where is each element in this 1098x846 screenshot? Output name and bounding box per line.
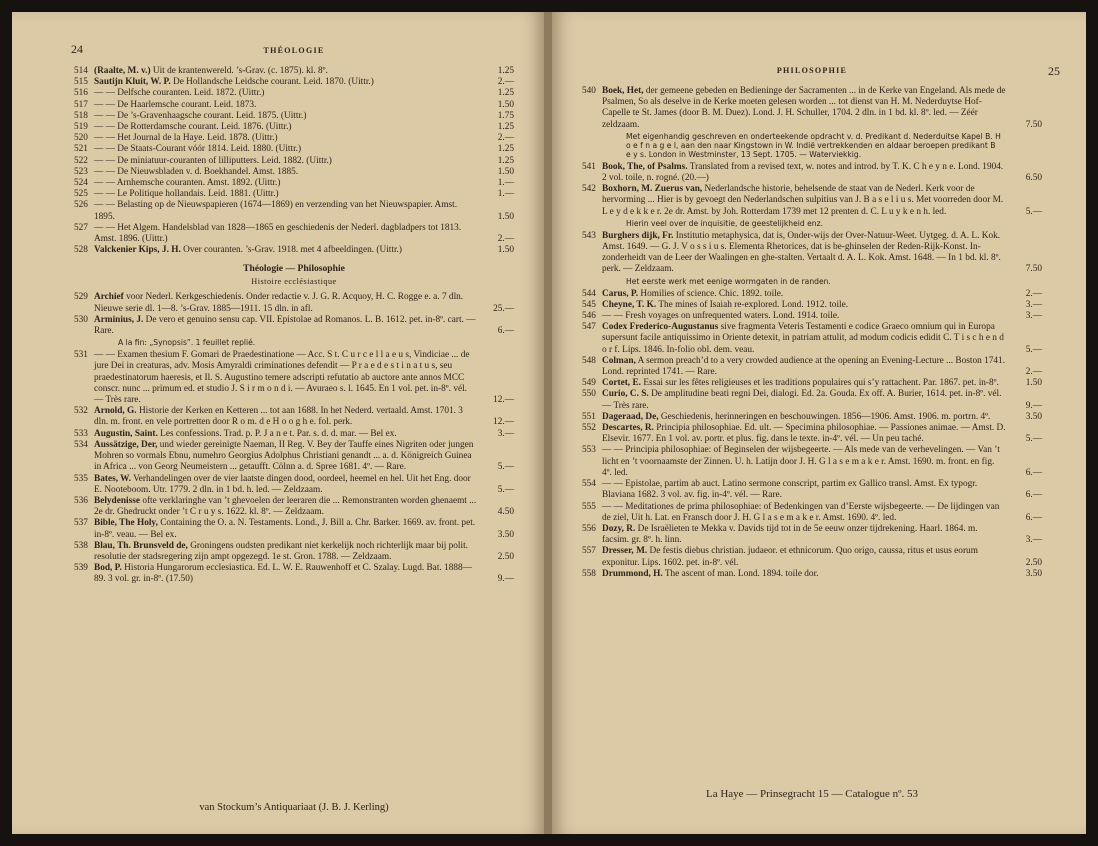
entry-description: De festis diebus christian. judaeor. et ethnicorum. Quo origo, caussa, ritus et usus eorum exponitur. Lips. 1602. pet. in-8º. vél.: [602, 546, 978, 568]
entry-description: De amplitudine beati regni Dei, dialogi. Ed. 2a. Gouda. Ex off. A. Burier, 1614. pet. in-8º. vél. — Très rare.: [602, 389, 1002, 411]
catalogue-entry: [582, 502, 1042, 524]
entry-price: 1.75: [497, 110, 514, 121]
entry-description: Verhandelingen over de vier laatste dingen dood, oordeel, heemel en hel. Uit het Eng. door E. Nooteboom. Utr. 1779. 2 dln. in 1 bd. h. led. — Zeldzaam.: [94, 473, 471, 495]
catalogue-entry: [74, 122, 514, 133]
entry-price: 5.—: [497, 484, 514, 495]
entry-description: The ascent of man. Lond. 1894. toile dor.: [664, 568, 819, 579]
entry-price: 6.—: [1025, 490, 1042, 501]
entry-description: ofte verklaringhe van ’t ghevoelen der leeraren die ... Remonstranten worden ghenaemt ... 2e dr. Ghedruckt onder ’t C r u y s. 1622. kl. 8º. — Zeldzaam.: [94, 495, 477, 518]
entry-author: Dresser, M.: [602, 546, 648, 557]
entry-author: Boek, Het,: [602, 86, 644, 96]
catalogue-entry: [582, 86, 1042, 131]
book-gutter: [544, 12, 552, 834]
entry-number: 547: [582, 322, 596, 333]
entry-number: 524: [74, 178, 88, 189]
catalogue-entry: [582, 546, 1042, 568]
entry-price: 5.—: [1025, 344, 1042, 355]
entry-price: 9.—: [497, 574, 514, 585]
entry-price: 6.—: [497, 326, 514, 337]
entry-author: Arnold, G.: [94, 406, 137, 417]
entry-description: — — De ’s-Gravenhaagsche courant. Leid. 1875. (Uittr.): [94, 110, 307, 121]
left-page-number: 24: [71, 42, 83, 56]
catalogue-entry: [582, 162, 1042, 184]
section-title: Théologie — Philosophie: [243, 263, 345, 275]
right-page-footer: La Haye — Prinsegracht 15 — Catalogue nº. 53: [705, 788, 919, 800]
left-page-header: [71, 42, 514, 62]
catalogue-entry: [74, 178, 514, 189]
entry-note: Het eerste werk met eenige wormgaten in de randen.: [626, 276, 831, 286]
entry-number: 543: [582, 230, 596, 241]
entry-author: Drummond, H.: [602, 568, 663, 579]
entry-note: Hierin veel over de inquisitie, de geestelijkheid enz.: [626, 218, 823, 228]
entry-author: Archief: [94, 292, 124, 303]
left-page: [12, 12, 544, 834]
catalogue-entry: [74, 563, 514, 585]
entry-price: 6.—: [1025, 512, 1042, 523]
entry-price: 3.50: [497, 529, 514, 540]
entry-number: 535: [74, 473, 88, 484]
entry-price: 1.25: [497, 144, 514, 155]
entry-price: 1.—: [497, 178, 514, 189]
entry-price: 3.50: [1025, 568, 1042, 579]
catalogue-entry: [74, 167, 514, 178]
entry-number: 544: [582, 288, 596, 299]
entry-price: 1.50: [497, 245, 514, 256]
entry-description: Institutio metaphysica, dat is, Onder-wijs der Over-Natuur-Weet. Uytgeg. d. A. L. Kok. Amst. 1649. — G. J. V o s s i u s. Elementa Rhetorices, dat is be-ghinselen der Reden-Rijk-Konst. In-zonderheidt van de Leer der Waalingen en ghe-stalten. Vertaalt d. A. L. Kok. Amst. 1648. — In 1 bd. kl. 8º. perk. — Zeldzaam.: [602, 230, 1001, 275]
entry-author: Codex Frederico-Augustanus: [602, 322, 719, 333]
catalogue-entry: [74, 496, 514, 518]
entry-number: 517: [74, 99, 88, 110]
catalogue-entry: [582, 184, 1042, 218]
catalogue-entry: [74, 200, 514, 222]
catalogue-entry: [582, 445, 1042, 479]
catalogue-entry: [74, 429, 514, 440]
catalogue-entry: [582, 289, 1042, 300]
entry-number: 550: [582, 389, 596, 400]
catalogue-entry: [74, 474, 514, 496]
entry-number: 522: [74, 155, 88, 166]
entry-description: — — Examen thesium F. Gomari de Praedestinatione — Acc. S t. C u r c e l l a e u s, Vindiciae ... de jure Dei in creaturas, adv. Mosis Amyraldi criminationes defendit — P r a e d e s t i n a t u s, seu praedestinatorum haeresis, et Il. S. Augustino temere adscripti refutatio ab auctore ante annos MCC conscr. nunc ... primum ed. et studio J. S i r m o n d i. — Avuraeo s. l. 1645. En 1 vol. pet. in-8º. vél. — Très rare.: [94, 350, 470, 406]
entry-author: Bible, The Holy,: [94, 518, 158, 529]
entry-number: 525: [74, 189, 88, 200]
entry-description: — — De Staats-Courant vóór 1814. Leid. 1880. (Uittr.): [94, 144, 302, 155]
entry-price: 1.25: [497, 88, 514, 99]
entry-author: Descartes, R.: [602, 423, 654, 434]
entry-price: 3.50: [1025, 411, 1042, 422]
entry-author: Valckenier Kips, J. H.: [94, 245, 181, 256]
entry-number: 552: [582, 423, 596, 434]
catalogue-entry: [582, 231, 1042, 276]
entry-number: 519: [74, 122, 88, 133]
entry-price: 3.—: [1025, 311, 1042, 322]
entry-author: Arminius, J.: [94, 314, 144, 325]
entry-number: 523: [74, 166, 88, 177]
entry-number: 538: [74, 540, 88, 551]
entry-number: 514: [74, 66, 88, 76]
entry-description: — — Het Algem. Handelsblad van 1828—1865 en geschiedenis der Nederl. dagbladpers tot 1813. Amst. 1896. (Uittr.): [94, 222, 462, 245]
catalogue-entry: [74, 440, 514, 474]
entry-price: 9.—: [1025, 400, 1042, 411]
entry-number: 529: [74, 292, 88, 303]
entry-price: 2.—: [1025, 288, 1042, 299]
entry-description: der gemeene gebeden en Bedieninge der Sacramenten ... in de Kerke van Engeland. Als mede de Psalmen, So als deselve in de Kerke moeten gelesen worden ... tot dienst van H. M. Nederduytse Hof-Capelle te St. James (door B. M. Duez). Lond. J. H. Schuller, 1704. 2 dln. in 1 bd. kl. 8º. led. — Zéér zeldzaam.: [602, 86, 1006, 130]
entry-author: Aussätzige, Der,: [94, 439, 158, 450]
entry-author: Curio, C. S.: [602, 389, 649, 400]
entry-number: 541: [582, 161, 596, 172]
catalogue-entry: [74, 541, 514, 563]
entry-description: Historie der Kerken en Ketteren ... tot aan 1688. In het Nederd. vertaald. Amst. 1701. 3 dln. m. front. en vele portretten door R o m. d e H o o g h e. fol. perk.: [94, 406, 463, 428]
entry-description: Geschiedenis, herinneringen en beschouwingen. 1856—1906. Amst. 1906. m. portrn. 4º.: [660, 411, 991, 422]
catalogue-entry: [74, 133, 514, 144]
entry-description: — — Epistolae, partim ab auct. Latino sermone conscript, partim ex Gallico transl. Amst. Ex typogr. Blaviana 1682. 3 vol. av. fig. in-4º. vél. — Rare.: [602, 479, 978, 501]
entry-number: 532: [74, 406, 88, 417]
entry-description: — — Arnhemsche couranten. Amst. 1892. (Uittr.): [94, 178, 281, 189]
right-entries-philosophy: [582, 86, 1042, 580]
catalogue-entry: [74, 245, 514, 256]
entry-description: Containing the O. a. N. Testaments. Lond., J. Bill a. Chr. Barker. 1669. av. front. pet. in-8º. veau. — Bel ex.: [94, 518, 476, 540]
entry-price: 2.50: [1025, 557, 1042, 568]
entry-number: 553: [582, 445, 596, 456]
catalogue-entry: [74, 223, 514, 245]
entry-description: — — De miniatuur-couranten of lilliputters. Leid. 1882. (Uittr.): [94, 155, 332, 166]
entry-number: 530: [74, 314, 88, 325]
entry-number: 540: [582, 86, 596, 96]
catalogue-spread: [12, 12, 1086, 834]
entry-price: 2.—: [1025, 367, 1042, 378]
entry-author: Colman,: [602, 355, 636, 366]
entry-price: 1.50: [497, 211, 514, 222]
catalogue-entry: [74, 111, 514, 122]
entry-number: 528: [74, 245, 88, 256]
entry-description: und wieder gereinigte Naeman, II Reg. V. Bey der Tauffe eines Nigriten oder jungen Mohren so vormals Ebnu, numehro Georgius Adolphus Christiani genandt ... a. d. Königreich Guinea in Africa ... von Georg Neumeistern ... getaufft. Cölnn a. d. Spree 1681. 4º. — Rare.: [94, 439, 474, 473]
entry-price: 6.50: [1025, 173, 1042, 184]
entry-note: A la fin: „Synopsis”. 1 feuillet replié.: [118, 338, 256, 348]
entry-price: 25.—: [493, 303, 514, 314]
entry-description: De vero et genuino sensu cap. VII. Epistolae ad Romanos. L. B. 1612. pet. in-8º. cart. — Rare.: [94, 314, 476, 337]
entry-number: 557: [582, 546, 596, 557]
entry-number: 520: [74, 133, 88, 144]
entry-price: 3.—: [497, 428, 514, 439]
right-page: [552, 12, 1086, 834]
entry-number: 531: [74, 350, 88, 361]
entry-author: Boxhorn, M. Zuerus van,: [602, 184, 703, 195]
entry-number: 551: [582, 411, 596, 422]
entry-description: sive fragmenta Veteris Testamenti e codice Graeco omnium qui in Europa supersunt facile antiquissimo in Oriente detexit, in patriam attulit, ad modum codicis edidit C. T i s c h e n d o r f. Lips. 1846. In-folio obl. dem. veau.: [602, 322, 1004, 355]
entry-author: Cortet, E.: [602, 378, 641, 389]
entry-price: 1.50: [497, 99, 514, 110]
entry-author: Cheyne, T. K.: [602, 299, 657, 310]
entry-number: 527: [74, 222, 88, 233]
catalogue-entry: [74, 350, 514, 406]
entry-description: — — Het Journal de la Haye. Leid. 1878. (Uittr.): [94, 133, 278, 144]
entry-price: 1.50: [1025, 378, 1042, 389]
catalogue-entry: [582, 300, 1042, 311]
entry-description: Homilies of science. Chic. 1892. toile.: [640, 288, 784, 299]
entry-description: — — Meditationes de prima philosophiae: of Bedenkingen van d’Eerste wijsbegeerte. — De lijdingen van de ziel, Uit h. Lat. en Fransch door J. H. G l a s e m a k e r. Amst. 1690. 4º. led.: [602, 501, 1000, 523]
entry-description: — — De Nieuwsbladen v. d. Boekhandel. Amst. 1885.: [94, 166, 299, 177]
entry-description: Essai sur les fêtes religieuses et les traditions populaires qui s’y rattachent. Par. 1867. pet. in-8º.: [643, 378, 999, 389]
catalogue-entry: [582, 412, 1042, 423]
entry-price: 12.—: [493, 417, 514, 428]
catalogue-entry: [74, 406, 514, 428]
entry-description: — — Belasting op de Nieuwspapieren (1674—1869) en verzending van het Nieuwspapier. Amst. 1895.: [94, 200, 458, 222]
catalogue-entry: [74, 315, 514, 337]
entry-author: Dozy, R.: [602, 523, 636, 534]
catalogue-entry: [582, 356, 1042, 378]
entry-price: 1.—: [497, 189, 514, 200]
entry-description: A sermon preach’d to a very crowded audience at the opening an Evening-Lecture ... Boston 1741. Lond. reprinted 1741. — Rare.: [602, 355, 1006, 378]
catalogue-entry: [74, 292, 514, 314]
entry-note: Met eigenhandig geschreven en onderteekende opdracht v. d. Predikant d. Nederduitse Kapel B. H o e f n a g e l, aan den naar Kingstown in W. Indië vertrekkenden en aldaar beroepen predikant B e y s. London in Westminster, 13 Sept. 1705. — Waterviekkig.: [626, 131, 1001, 159]
entry-price: 3.—: [1025, 535, 1042, 546]
entry-number: 539: [74, 563, 88, 574]
entry-description: Les confessions. Trad. p. P. J a n e t. Par. s. d. d. mar. — Bel ex.: [160, 428, 397, 439]
right-running-title: PHILOSOPHIE: [776, 66, 848, 75]
entry-author: Bod, P.: [94, 563, 122, 574]
entry-description: — — Principia philosophiae: of Beginselen der wijsbegeerte. — Als mede van de verhevelingen. — Van ’t licht en ’t voornaamste der Zinnen. U. h. Latijn door J. H. G l a s e m a k e r. Amst. 1690. m. front. en fig. 4º. led.: [602, 445, 1000, 478]
entry-author: (Raalte, M. v.): [94, 66, 151, 76]
entry-description: Translated from a revised text, w. notes and introd. by T. K. C h e y n e. Lond. 1904. 2 vol. toile, n. rogné. (20.—): [602, 161, 1004, 184]
catalogue-entry: [74, 189, 514, 200]
catalogue-entry: [74, 144, 514, 155]
left-running-title: THÉOLOGIE: [263, 46, 325, 55]
entry-price: 5.—: [1025, 206, 1042, 217]
entry-price: 1.25: [497, 122, 514, 133]
entry-author: Burghers dijk, Fr.: [602, 230, 674, 241]
entry-number: 556: [582, 523, 596, 534]
entry-number: 516: [74, 88, 88, 99]
entry-author: Bates, W.: [94, 473, 131, 484]
section-subtitle: Histoire ecclésiastique: [251, 277, 337, 287]
entry-description: Over couranten. ’s-Grav. 1918. met 4 afbeeldingen. (Uittr.): [183, 245, 402, 256]
entry-number: 533: [74, 428, 88, 439]
entry-number: 546: [582, 311, 596, 322]
entry-description: De Israëlieten te Mekka v. Davids tijd tot in de 5e eeuw onzer tijdrekening. Haarl. 1864. m. facsim. gr. 8º. h. linn.: [602, 523, 978, 546]
entry-price: 5.—: [497, 462, 514, 473]
entry-number: 536: [74, 495, 88, 506]
entry-description: Uit de krantenwereld. ’s-Grav. (c. 1875). kl. 8º.: [152, 66, 328, 76]
entry-number: 526: [74, 200, 88, 211]
catalogue-entry: [582, 524, 1042, 546]
entry-description: — — De Rotterdamsche courant. Leid. 1876. (Uittr.): [94, 122, 292, 133]
catalogue-entry: [74, 77, 514, 88]
entry-description: Principia philosophiae. Ed. ult. — Specimina philosophiae. — Passiones animae. — Amst. D. Elsevir. 1677. En 1 vol. av. portr. et plus. fig. dans le texte. in-4º. vél. — Un peu taché.: [602, 423, 1006, 445]
entry-description: Historia Hungarorum ecclesiastica. Ed. L. W. E. Rauwenhoff et C. Szalay. Lugd. Bat. 1888—89. 3 vol. gr. in-8º. (17.50): [94, 563, 472, 585]
catalogue-entry: [582, 569, 1042, 580]
left-entries-newspapers: [74, 66, 514, 256]
catalogue-entry: [582, 322, 1042, 356]
entry-description: Nederlandsche historie, behelsende de staat van de Nederl. Kerk voor de hervorming ... Hier is by gevoegt den Nederlandschen sulpitius van J. B a s e l i u s. Met voorreden door M. L e y d e k k e r. 2e dr. Amst. by Joh. Rotterdam 1739 met 12 prenten d. C. L u y k e n h. led.: [602, 184, 1004, 217]
entry-number: 534: [74, 439, 88, 450]
entry-price: 2.50: [497, 551, 514, 562]
catalogue-entry: [74, 66, 514, 77]
entry-author: Sautijn Kluit, W. P.: [94, 77, 171, 88]
entry-number: 515: [74, 77, 88, 88]
entry-price: 4.50: [497, 507, 514, 518]
catalogue-entry: [582, 479, 1042, 501]
entry-number: 545: [582, 299, 596, 310]
entry-price: 2.—: [497, 77, 514, 88]
entry-author: Augustin, Saint.: [94, 428, 158, 439]
catalogue-entry: [74, 156, 514, 167]
entry-price: 2.—: [497, 234, 514, 245]
entry-description: The mines of Isaiah re-explored. Lond. 1912. toile.: [658, 299, 849, 310]
catalogue-entry: [582, 311, 1042, 322]
entry-price: 7.50: [1025, 119, 1042, 130]
entry-price: 5.—: [1025, 434, 1042, 445]
entry-author: Dageraad, De,: [602, 411, 659, 422]
entry-number: 542: [582, 184, 596, 195]
catalogue-entry: [582, 389, 1042, 411]
entry-number: 549: [582, 378, 596, 389]
left-entries-church-history: [74, 292, 514, 585]
entry-description: — — Fresh voyages on unfrequented waters. Lond. 1914. toile.: [602, 311, 840, 322]
entry-number: 558: [582, 568, 596, 579]
entry-description: voor Nederl. Kerkgeschiedenis. Onder redactie v. J. G. R. Acquoy, H. C. Rogge e. a. 7 dln. Nieuwe serie dl. 1—8. ’s-Grav. 1885—1911. 15 dln. in afl.: [94, 292, 464, 314]
entry-price: 6.—: [1025, 467, 1042, 478]
entry-number: 548: [582, 355, 596, 366]
entry-price: 1.25: [497, 155, 514, 166]
catalogue-entry: [74, 100, 514, 111]
entry-author: Carus, P.: [602, 288, 639, 299]
entry-description: De Hollandsche Leidsche courant. Leid. 1870. (Uittr.): [172, 77, 374, 88]
entry-description: — — Le Politique hollandais. Leid. 1881. (Uittr.): [94, 189, 279, 200]
entry-description: — — De Haarlemsche courant. Leid. 1873.: [94, 99, 257, 110]
entry-author: Book, The, of Psalms.: [602, 161, 688, 172]
catalogue-entry: [582, 423, 1042, 445]
entry-number: 521: [74, 144, 88, 155]
entry-number: 518: [74, 110, 88, 121]
entry-author: Blau, Th. Brunsveld de,: [94, 540, 188, 551]
entry-price: 1.50: [497, 166, 514, 177]
entry-author: Belydenisse: [94, 495, 140, 506]
entry-description: Groningens oudsten predikant niet kerkelijk noch richterlijk maar bij polit. resolutie der stadsregering zijn ampt opgezegd. 1e st. Gron. 1788. — Zeldzaam.: [94, 540, 469, 562]
entry-description: — — Delfsche couranten. Leid. 1872. (Uittr.): [94, 88, 265, 99]
entry-number: 555: [582, 501, 596, 512]
entry-price: 1.25: [497, 66, 514, 76]
catalogue-entry: [74, 88, 514, 99]
right-page-number: 25: [1048, 64, 1060, 78]
catalogue-entry: [74, 518, 514, 540]
entry-number: 554: [582, 479, 596, 490]
catalogue-entry: [582, 378, 1042, 389]
right-page-header: [582, 62, 1060, 82]
entry-price: 3.—: [1025, 299, 1042, 310]
left-page-footer: van Stockum’s Antiquariaat (J. B. J. Kerling): [199, 802, 389, 813]
entry-price: 2.—: [497, 133, 514, 144]
entry-price: 7.50: [1025, 264, 1042, 275]
entry-price: 12.—: [493, 395, 514, 406]
entry-number: 537: [74, 518, 88, 529]
